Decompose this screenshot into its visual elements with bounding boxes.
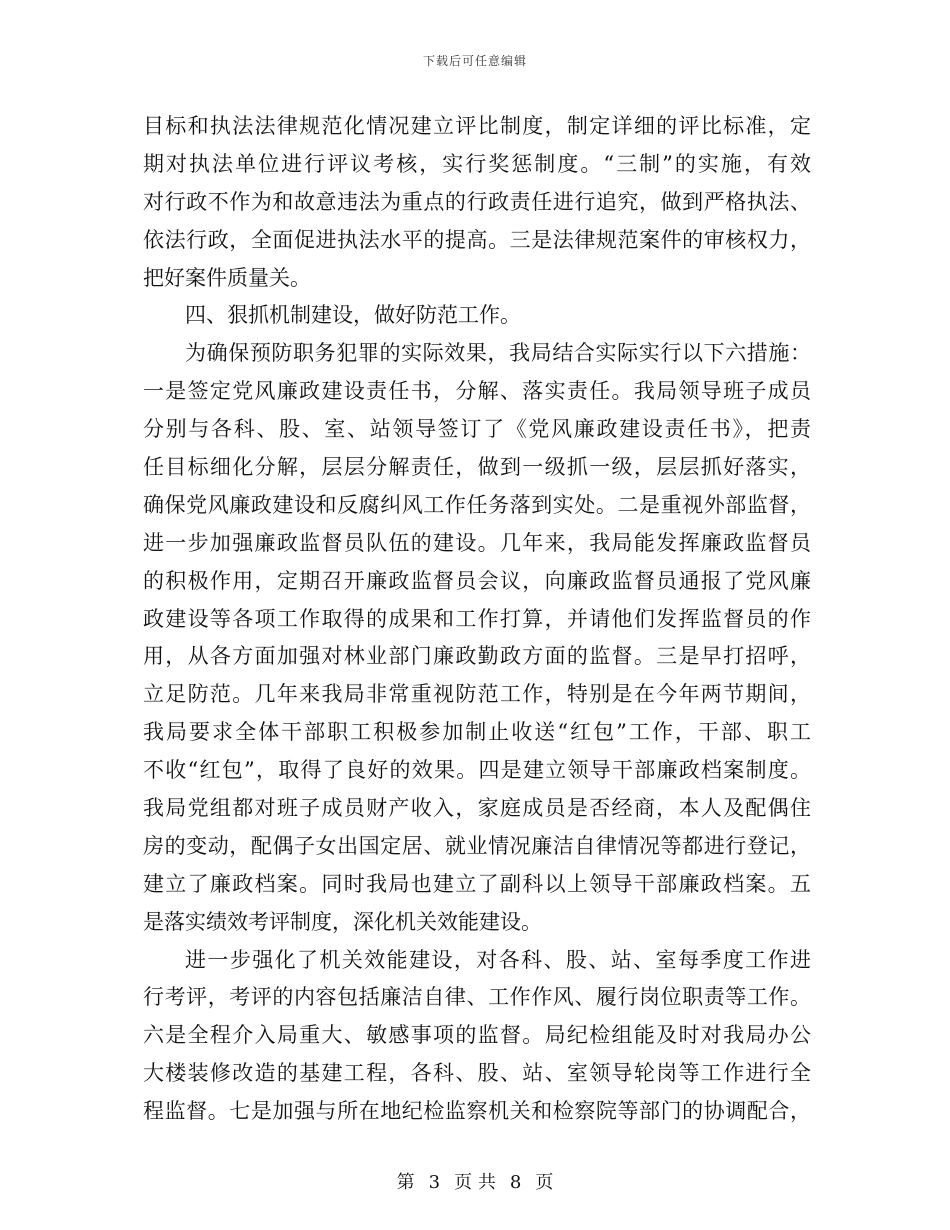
- body-line: 分别与各科、股、室、站领导签订了《党风廉政建设责任书》，把责: [143, 417, 811, 442]
- total-pages-number: 8: [509, 1172, 522, 1193]
- page-header-note: 下载后可任意编辑: [422, 54, 527, 68]
- page-number: [0, 1168, 950, 1194]
- body-line: 我局党组都对班子成员财产收入，家庭成员是否经商，本人及配偶住: [143, 796, 811, 821]
- body-line: 期对执法单位进行评议考核，实行奖惩制度。“三制”的实施，有效: [143, 151, 811, 176]
- body-line: 把好案件质量关。: [143, 265, 311, 290]
- body-line: 我局要求全体干部职工积极参加制止收送“红包”工作，干部、职工: [143, 720, 811, 745]
- body-line: 用，从各方面加强对林业部门廉政勤政方面的监督。三是早打招呼，: [143, 644, 811, 669]
- body-line: 对行政不作为和故意违法为重点的行政责任进行追究，做到严格执法、: [143, 189, 811, 214]
- body-line: 不收“红包”，取得了良好的效果。四是建立领导干部廉政档案制度。: [143, 758, 811, 783]
- body-line: 立足防范。几年来我局非常重视防范工作，特别是在今年两节期间，: [143, 682, 811, 707]
- body-line: 进一步强化了机关效能建设，对各科、股、站、室每季度工作进: [185, 947, 811, 972]
- body-line: 大楼装修改造的基建工程，各科、股、站、室领导轮岗等工作进行全: [143, 1061, 811, 1086]
- current-page-number: 3: [428, 1172, 441, 1193]
- body-line: 依法行政，全面促进执法水平的提高。三是法律规范案件的审核权力，: [143, 227, 811, 252]
- page-label-prefix: 第: [396, 1172, 415, 1193]
- body-line: 任目标细化分解，层层分解责任，做到一级抓一级，层层抓好落实，: [143, 455, 811, 480]
- body-line: 政建设等各项工作取得的成果和工作打算，并请他们发挥监督员的作: [143, 606, 811, 631]
- body-line: 六是全程介入局重大、敏感事项的监督。局纪检组能及时对我局办公: [143, 1023, 811, 1048]
- body-line: 一是签定党风廉政建设责任书，分解、落实责任。我局领导班子成员: [143, 379, 811, 404]
- body-line: 程监督。七是加强与所在地纪检监察机关和检察院等部门的协调配合，: [143, 1099, 811, 1124]
- body-line: 建立了廉政档案。同时我局也建立了副科以上领导干部廉政档案。五: [143, 871, 811, 896]
- body-line: 房的变动，配偶子女出国定居、就业情况廉洁自律情况等都进行登记，: [143, 833, 811, 858]
- body-line: 进一步加强廉政监督员队伍的建设。几年来，我局能发挥廉政监督员: [143, 530, 811, 555]
- body-line: 目标和执法法律规范化情况建立评比制度，制定详细的评比标准，定: [143, 114, 811, 138]
- page-label-mid: 页 共: [454, 1172, 496, 1193]
- page-label-suffix: 页: [535, 1172, 554, 1193]
- body-line: 确保党风廉政建设和反腐纠风工作任务落到实处。二是重视外部监督，: [143, 492, 811, 517]
- section-heading: 四、狠抓机制建设，做好防范工作。: [185, 303, 521, 328]
- body-line: 行考评，考评的内容包括廉洁自律、工作作风、履行岗位职责等工作。: [143, 985, 811, 1010]
- document-body: [143, 108, 811, 1131]
- body-line: 的积极作用，定期召开廉政监督员会议，向廉政监督员通报了党风廉: [143, 568, 811, 593]
- body-line: 为确保预防职务犯罪的实际效果，我局结合实际实行以下六措施：: [185, 341, 811, 366]
- body-line: 是落实绩效考评制度，深化机关效能建设。: [143, 909, 542, 934]
